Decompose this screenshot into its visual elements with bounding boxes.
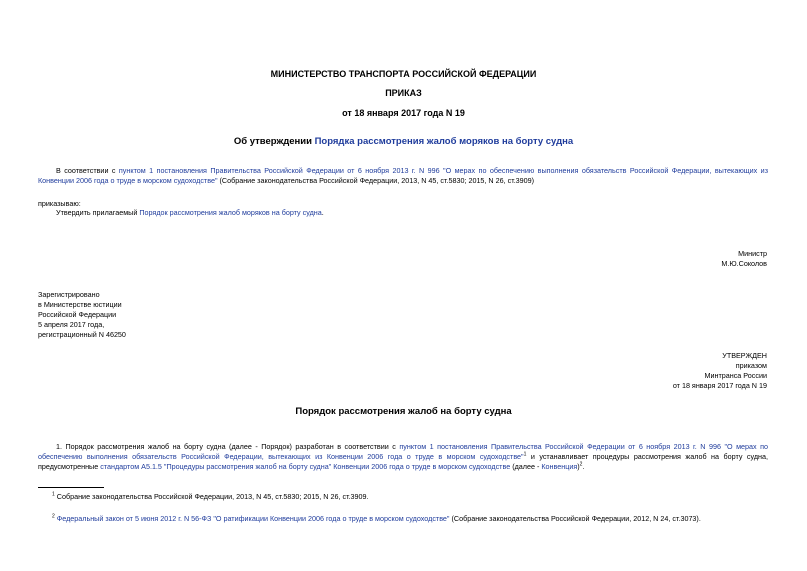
order-prikazyvayu: приказываю:	[38, 199, 81, 208]
registration-line-2: в Министерстве юстиции	[38, 300, 122, 310]
footnote-1-text: Собрание законодательства Российской Федерации, 2013, N 45, ст.5830; 2015, N 26, ст.3909.	[56, 492, 369, 501]
registration-line-1: Зарегистрировано	[38, 290, 100, 299]
footnote-2-mark: 2	[52, 513, 55, 520]
procedure-paragraph-1	[38, 442, 768, 472]
footnote-1-mark: 1	[52, 491, 55, 498]
signature-position: Министр	[738, 249, 767, 258]
p1-footnote-ref-2[interactable]: 2	[579, 461, 583, 468]
footnote-2-text: (Собрание законодательства Российской Федерации, 2012, N 24, ст.3073).	[449, 514, 701, 523]
preamble-text-end: (Собрание законодательства Российской Федерации, 2013, N 45, ст.5830; 2015, N 26, ст.3909)	[217, 176, 535, 186]
ministry-heading: МИНИСТЕРСТВО ТРАНСПОРТА РОССИЙСКОЙ ФЕДЕРАЦИИ	[270, 69, 537, 79]
approval-line-1: УТВЕРЖДЕН	[722, 351, 767, 360]
p1-text-start: 1. Порядок рассмотрения жалоб на борту судна (далее - Порядок) разработан в соответствии с	[56, 442, 400, 451]
approval-block	[673, 351, 767, 391]
doc-title-link[interactable]: Порядка рассмотрения жалоб моряков на борту судна	[314, 136, 574, 147]
footnote-2-law-link[interactable]: Федеральный закон от 5 июня 2012 г. N 56-ФЗ "О ратификации Конвенции 2006 года о труде в морском судоходстве"	[56, 514, 450, 523]
p1-paren-close: )	[577, 462, 580, 472]
signature-block	[721, 249, 767, 269]
p1-decree-link[interactable]: пунктом 1 постановления Правительства Российской Федерации от 6 ноября 2013 г. N 996 "О мерах по обеспечению выполнения обязательств Российской Федерации, вытекающих из Конвенции 2006 года о труде в морском судоходстве"	[38, 442, 768, 462]
procedure-title: Порядок рассмотрения жалоб на борту судна	[295, 406, 512, 417]
p1-text-end: .	[582, 462, 585, 472]
signature-name: М.Ю.Соколов	[721, 259, 767, 269]
p1-text-mid: и устанавливает процедуры рассмотрения жалоб на борту судна, предусмотренные	[38, 452, 768, 472]
p1-standard-link[interactable]: стандартом А5.1.5 "Процедуры рассмотрения жалоб на борту судна" Конвенции 2006 года о труде в морском судоходстве	[100, 462, 511, 472]
order-procedure-link[interactable]: Порядок рассмотрения жалоб моряков на борту судна	[139, 208, 322, 217]
doc-title	[0, 135, 807, 148]
footnote-divider	[38, 487, 104, 488]
p1-footnote-ref-1[interactable]: 1	[523, 451, 527, 458]
doc-type-heading: ПРИКАЗ	[385, 88, 422, 98]
doc-title-prefix: Об утверждении	[233, 136, 315, 147]
order-approve-line	[56, 208, 324, 218]
approval-line-3: Минтранса России	[704, 371, 767, 381]
p1-convention-link[interactable]: Конвенция	[541, 462, 578, 472]
footnote-1	[52, 492, 369, 502]
approval-line-4: от 18 января 2017 года N 19	[672, 381, 767, 391]
footnote-2	[52, 514, 701, 524]
preamble-text-start: В соответствии с	[56, 166, 119, 175]
registration-line-4: 5 апреля 2017 года,	[38, 320, 105, 330]
registration-block	[38, 290, 126, 340]
p1-paren-open: (далее -	[510, 462, 542, 472]
registration-line-3: Российской Федерации	[38, 310, 117, 320]
order-approve-suffix: .	[321, 208, 324, 217]
approval-line-2: приказом	[735, 361, 767, 371]
order-approve-prefix: Утвердить прилагаемый	[56, 208, 140, 217]
preamble-decree-link[interactable]: пунктом 1 постановления Правительства Российской Федерации от 6 ноября 2013 г. N 996 "О мерах по обеспечению выполнения обязательств Российской Федерации, вытекающих из Конвенции 2006 года о труде в морском судоходстве"	[38, 166, 768, 186]
preamble-paragraph	[38, 166, 768, 186]
doc-date-number: от 18 января 2017 года N 19	[342, 108, 465, 118]
registration-line-5: регистрационный N 46250	[38, 330, 126, 340]
